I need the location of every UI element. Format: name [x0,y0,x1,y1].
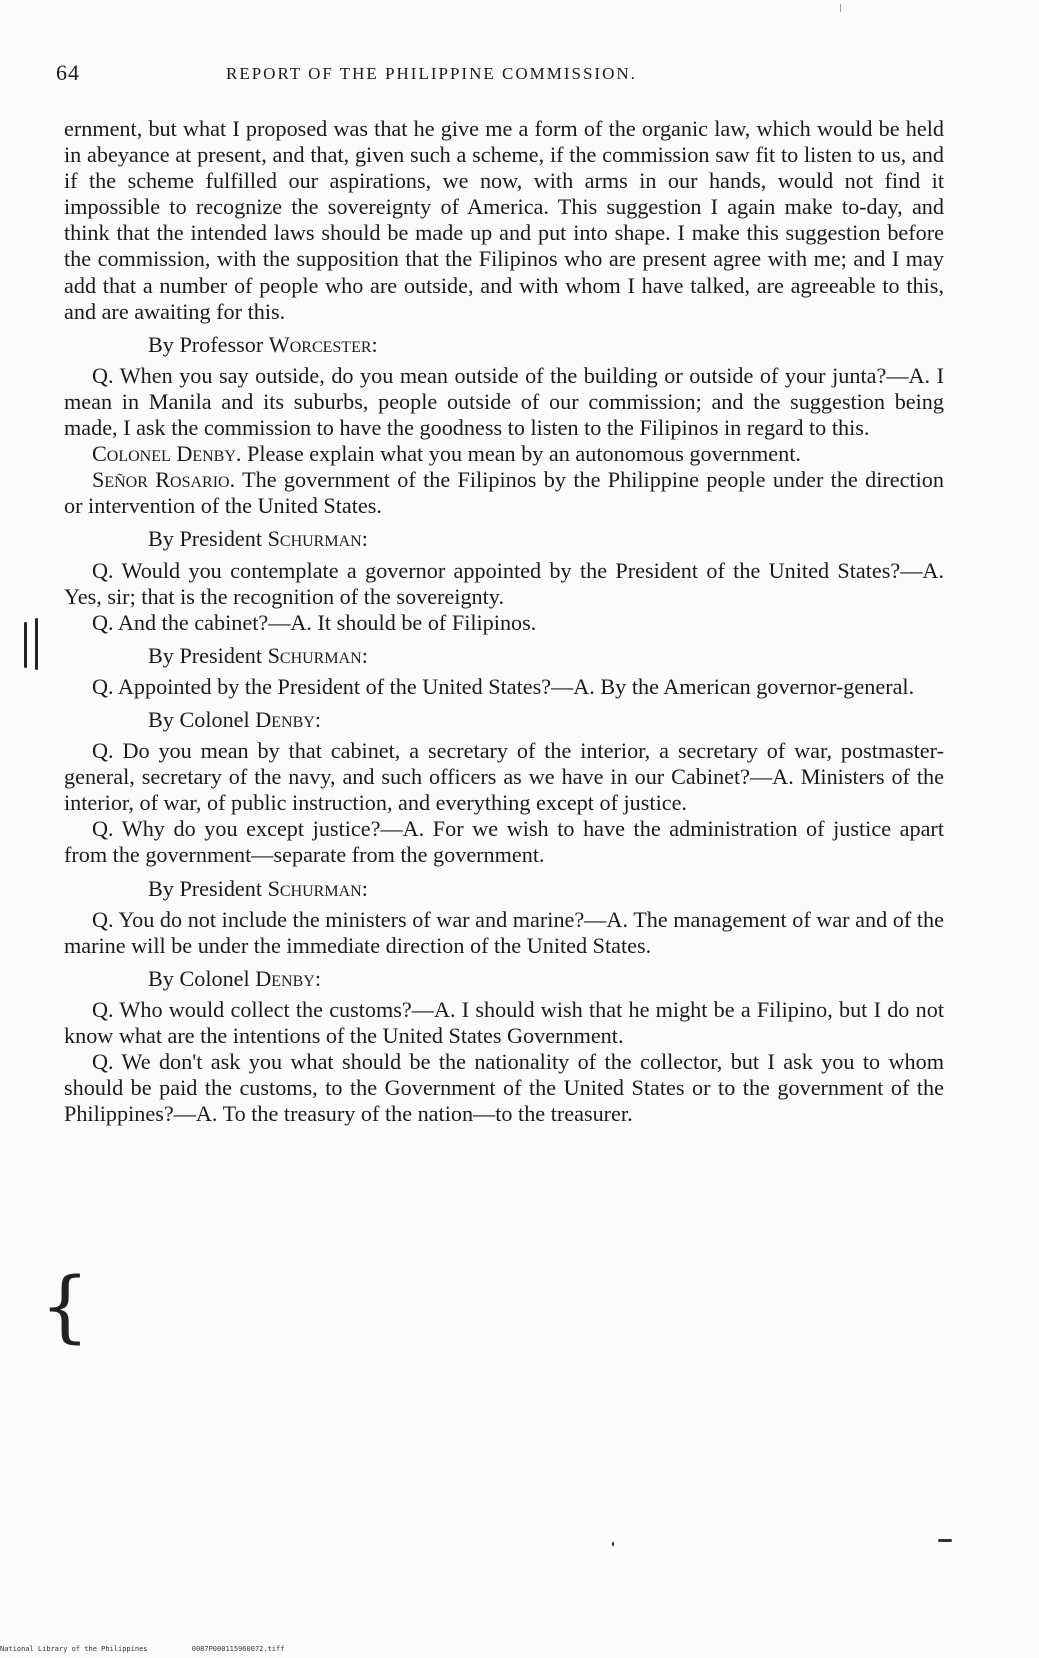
paragraph-continuation: ernment, but what I proposed was that he give me a form of the organic law, which would be held in abeyance at present, and that, given such a scheme, if the commission saw fit to listen to us, and if the scheme fulfilled our aspirations, we now, with arms in our hands, would not find it impossible to recognize the sovereignty of America. This suggestion I again make to-day, and think that the intended laws should be made up and put into shape. I make this suggestion before the commission, with the supposition that the Filipinos who are present agree with me; and I may add that a number of people who are outside, and with whom I have talked, are agreeable to this, and are awaiting for this. [64,116,944,324]
running-head: REPORT OF THE PHILIPPINE COMMISSION. [226,64,637,83]
question-answer: Q. You do not include the ministers of war and marine?—A. The management of war and of the marine will be under the immediate direction of the United States. [64,906,944,958]
examiner-heading: By Colonel Denby: [148,706,321,732]
footer-library: National Library of the Philippines [0,1645,148,1653]
examiner-heading: By Professor Worcester: [148,331,378,357]
scan-speck [938,1539,952,1542]
question-answer: Q. Who would collect the customs?—A. I should wish that he might be a Filipino, but I do not know what are the intentions of the United States Government. [64,996,944,1048]
question-answer: Q. Do you mean by that cabinet, a secretary of the interior, a secretary of war, postmaster-general, secretary of the navy, and such officers as we have in our Cabinet?—A. Ministers of the interior, of war, of public instruction, and everything except of justice. [64,738,944,816]
speaker-statement: Señor Rosario. The government of the Filipinos by the Philippine people under the direction or intervention of the United States. [64,467,944,519]
scan-speck [612,1542,614,1546]
page-header [56,60,936,94]
margin-mark [24,622,27,668]
examiner-heading: By President Schurman: [148,642,368,668]
examiner-heading: By President Schurman: [148,875,368,901]
page-number: 64 [56,60,80,85]
question-answer: Q. And the cabinet?—A. It should be of Filipinos. [92,609,537,635]
examiner-heading: By Colonel Denby: [148,965,321,991]
speaker-statement: Colonel Denby. Please explain what you mean by an autonomous government. [92,441,801,467]
question-answer: Q. Appointed by the President of the United States?—A. By the American governor-general. [92,673,915,699]
margin-mark [35,618,38,670]
question-answer: Q. Why do you except justice?—A. For we wish to have the administration of justice apart from the government—separate from the government. [64,816,944,868]
scan-footer [0,1645,700,1653]
question-answer: Q. Would you contemplate a governor appointed by the President of the United States?—A. Yes, sir; that is the recognition of the sovereignty. [64,557,944,609]
question-answer: Q. We don't ask you what should be the nationality of the collector, but I ask you to whom should be paid the customs, to the Government of the United States or to the government of the Philippines?—A. To the treasury of the nation—to the treasurer. [64,1049,944,1127]
question-answer: Q. When you say outside, do you mean outside of the building or outside of your junta?—A. I mean in Manila and its suburbs, people outside of our commission; and the suggestion being made, I ask the commission to have the goodness to listen to the Filipinos in regard to this. [64,362,944,441]
document-body [64,116,944,1127]
examiner-heading: By President Schurman: [148,526,368,552]
footer-file: 0087P000115960072.tiff [191,1645,285,1653]
scan-speck [840,4,841,12]
margin-brace-mark: { [40,1262,90,1352]
